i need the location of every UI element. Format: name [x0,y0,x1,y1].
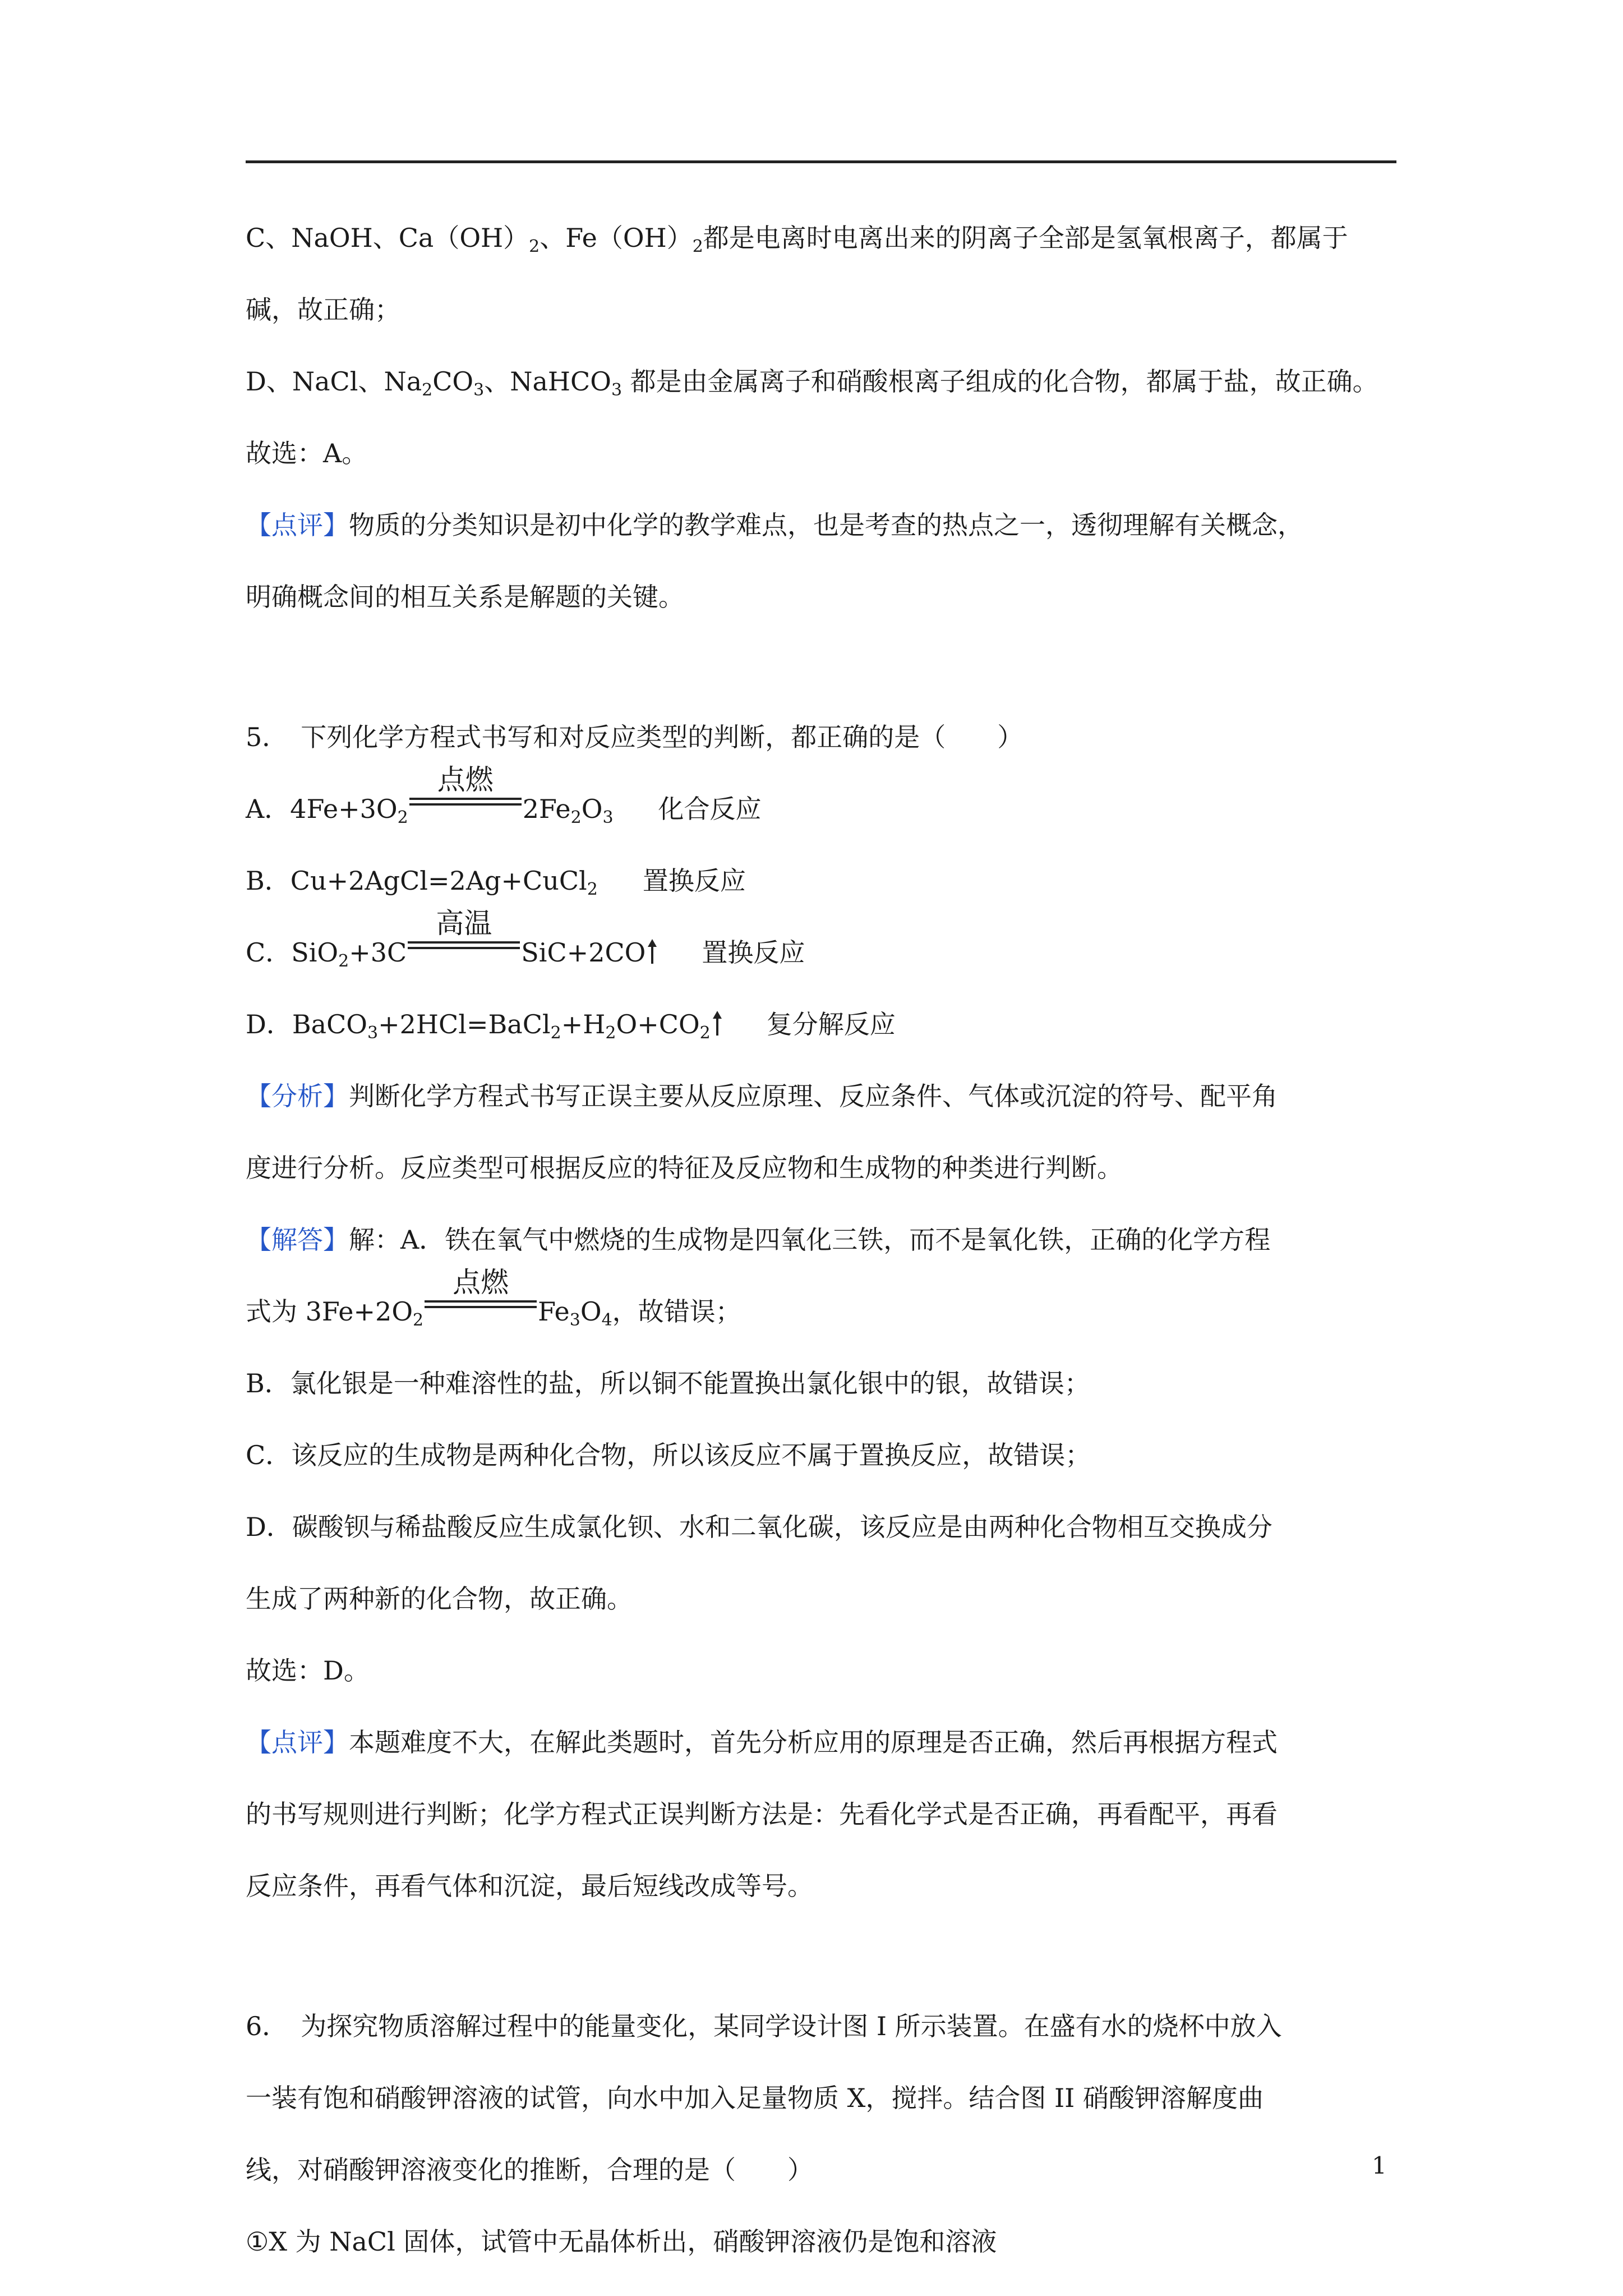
q4-option-c-continued: 碱，故正确； [246,295,400,325]
q6-stem-line-2: 一装有饱和硝酸钾溶液的试管，向水中加入足量物质 X，搅拌。结合图 II 硝酸钾溶解度曲 [246,2083,1264,2113]
q6-stem-line-1: 6． 为探究物质溶解过程中的能量变化，某同学设计图 I 所示装置。在盛有水的烧杯中放入 [246,2011,1282,2041]
q4-option-d-explanation: D、NaCl、$Na_2CO_3$、NaHCO$_3$ 都是由金属离子和硝酸根离子组成的化合物，都属于盐，故正确。 [246,366,1378,400]
q5-option-a: A．$4Fe+3O_2$ 点燃 $2Fe_2O_3$ 化合反应 [246,763,762,827]
q6-stem-line-3: 线，对硝酸钾溶液变化的推断，合理的是（ ） [246,2155,813,2185]
q4-answer: 故选：A。 [246,438,368,468]
q4-review-continued: 明确概念间的相互关系是解题的关键。 [246,582,684,612]
reaction-condition-arrow: 点燃 [409,795,522,818]
reaction-condition-arrow: 点燃 [425,1298,537,1320]
q5-option-c: C．SiO$_2$+3C 高温 SiC+2CO 置换反应 [246,907,805,971]
q5-solution-b: B．氯化银是一种难溶性的盐，所以铜不能置换出氯化银中的银，故错误； [246,1368,1090,1398]
q5-option-b: B．Cu+2AgCl=2Ag+CuCl$_2$ 置换反应 [246,866,746,899]
q5-solution-d: D．碳酸钡与稀盐酸反应生成氯化钡、水和二氧化碳，该反应是由两种化合物相互交换成分 [246,1512,1272,1542]
review-tag: 【点评】 [246,510,349,540]
page-number: 1 [1372,2152,1387,2179]
analysis-tag: 【分析】 [246,1081,349,1111]
header-rule [246,160,1396,163]
q5-solution-d-continued: 生成了两种新的化合物，故正确。 [246,1584,633,1614]
q5-review: 【点评】本题难度不大，在解此类题时，首先分析应用的原理是否正确，然后再根据方程式 [246,1727,1278,1757]
q5-solution: 【解答】解：A．铁在氧气中燃烧的生成物是四氧化三铁，而不是氧化铁，正确的化学方程 [246,1225,1271,1255]
q5-solution-c: C．该反应的生成物是两种化合物，所以该反应不属于置换反应，故错误； [246,1440,1091,1470]
q4-option-c-explanation: C、NaOH、$Ca(OH)_2$、$Fe(OH)_2$都是电离时电离出来的阴离子全部是氢氧根离子，都属于 [246,223,1348,256]
q5-option-d: D．$BaCO_3+2HCl=BaCl_2+H_2O+CO_2$ 复分解反应 [246,1009,896,1043]
q5-answer: 故选：D。 [246,1655,370,1686]
review-tag: 【点评】 [246,1727,349,1757]
q5-analysis: 【分析】判断化学方程式书写正误主要从反应原理、反应条件、气体或沉淀的符号、配平角 [246,1081,1278,1111]
q5-review-continued-1: 的书写规则进行判断；化学方程式正误判断方法是：先看化学式是否正确，再看配平，再看 [246,1799,1278,1829]
gas-up-arrow-icon [713,1011,722,1036]
q5-analysis-continued: 度进行分析。反应类型可根据反应的特征及反应物和生成物的种类进行判断。 [246,1153,1123,1183]
reaction-condition-arrow: 高温 [408,939,520,961]
q5-review-continued-2: 反应条件，再看气体和沉淀，最后短线改成等号。 [246,1871,813,1901]
q6-statement-1: ①X 为 NaCl 固体，试管中无晶体析出，硝酸钾溶液仍是饱和溶液 [246,2226,997,2257]
solution-tag: 【解答】 [246,1225,349,1255]
document-body [246,202,1401,2277]
gas-up-arrow-icon [648,939,657,964]
q5-solution-equation: 式为 $3Fe+2O_2$ 点燃 $Fe_3O_4$，故错误； [246,1266,741,1330]
q4-review: 【点评】物质的分类知识是初中化学的教学难点，也是考查的热点之一，透彻理解有关概念， [246,510,1303,540]
q5-stem: 5． 下列化学方程式书写和对反应类型的判断，都正确的是（ ） [246,722,1023,752]
